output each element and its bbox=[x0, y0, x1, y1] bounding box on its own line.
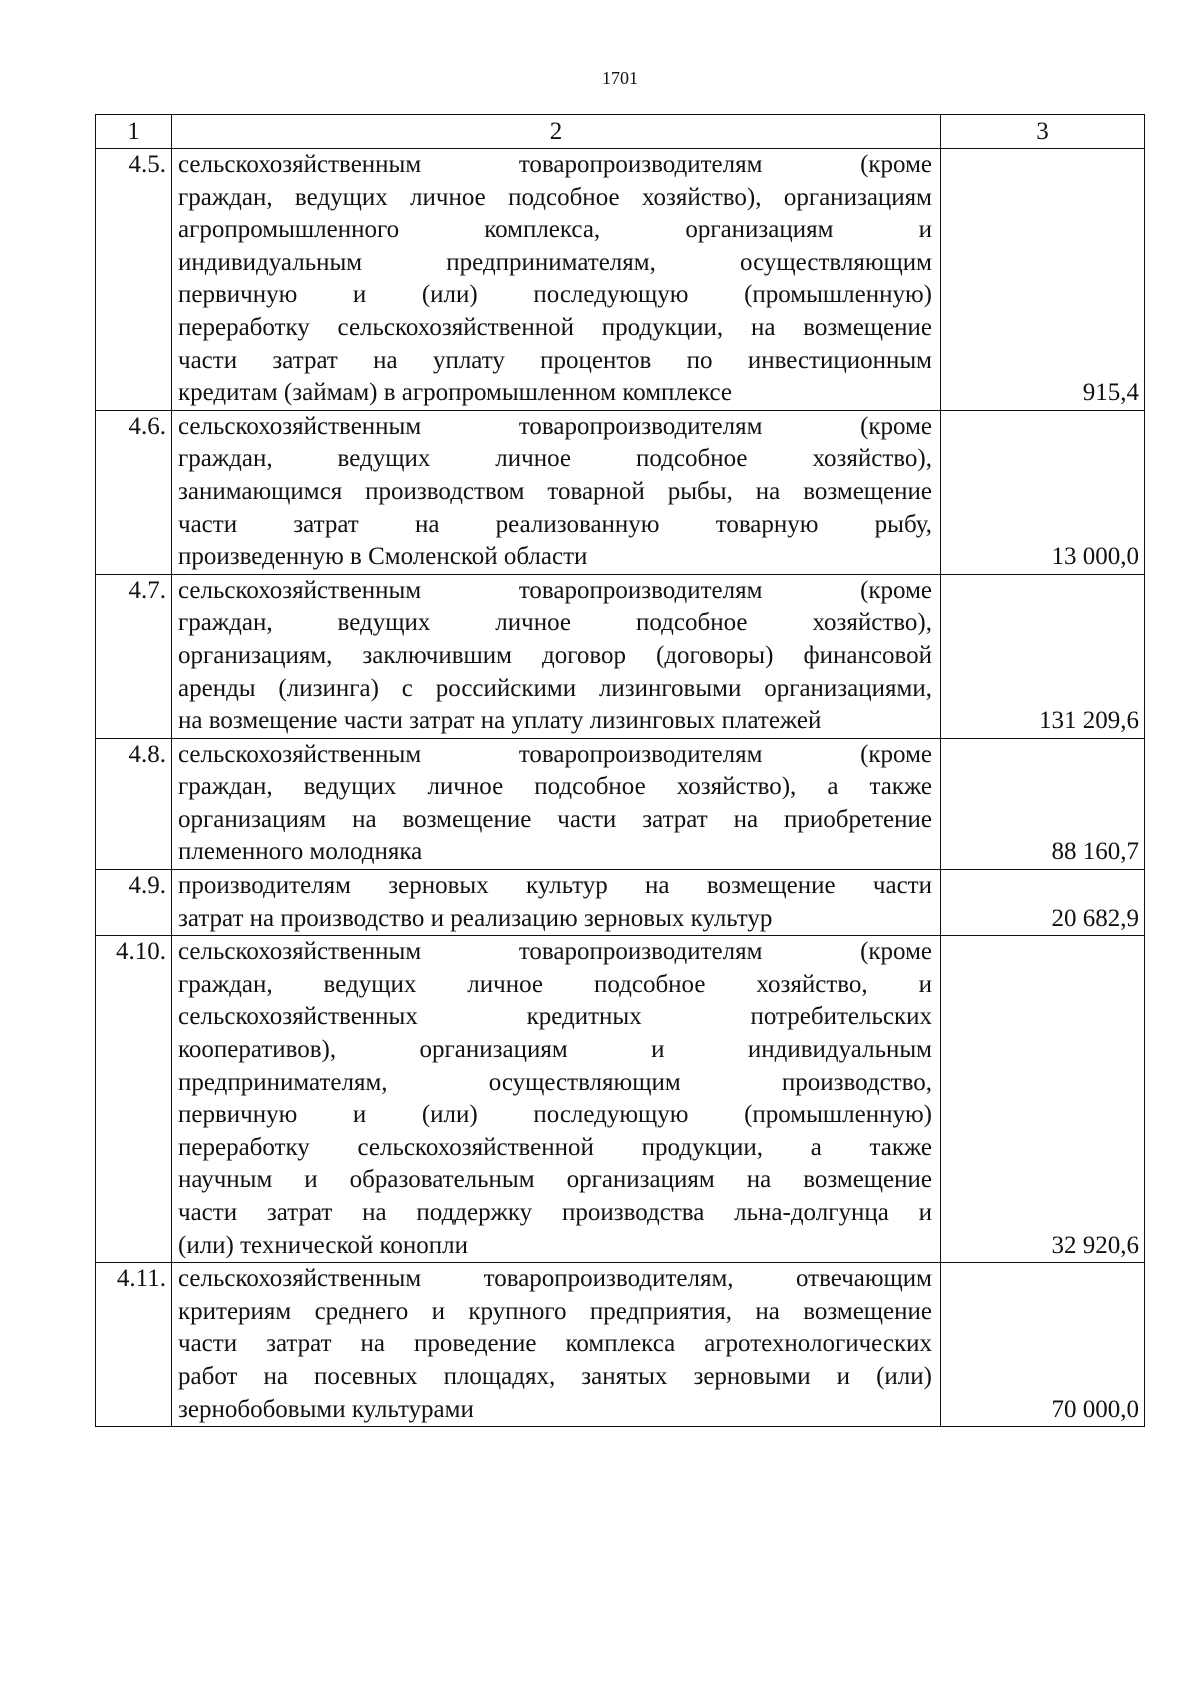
column-header-3: 3 bbox=[941, 115, 1145, 149]
description-line: части затрат на проведение комплекса агротехнологических bbox=[178, 1330, 932, 1358]
row-description bbox=[172, 149, 941, 411]
row-number: 4.5. bbox=[96, 149, 172, 411]
description-line: граждан, ведущих личное подсобное хозяйство, и bbox=[178, 970, 932, 998]
row-number: 4.8. bbox=[96, 738, 172, 869]
description-line: кооперативов), организациям и индивидуальным bbox=[178, 1036, 932, 1064]
row-description bbox=[172, 1263, 941, 1427]
description-line: организациям на возмещение части затрат на приобретение bbox=[178, 805, 932, 833]
description-line: на возмещение части затрат на уплату лизинговых платежей bbox=[178, 707, 822, 735]
description-line: первичную и (или) последующую (промышленную) bbox=[178, 281, 932, 309]
description-line: индивидуальным предпринимателям, осуществляющим bbox=[178, 248, 932, 276]
table-row bbox=[96, 936, 1145, 1263]
row-amount: 131 209,6 bbox=[941, 574, 1145, 738]
row-description bbox=[172, 936, 941, 1263]
description-line: граждан, ведущих личное подсобное хозяйство), bbox=[178, 445, 932, 473]
description-line: затрат на производство и реализацию зерновых культур bbox=[178, 904, 773, 932]
description-line: предпринимателям, осуществляющим производство, bbox=[178, 1068, 932, 1096]
description-line: научным и образовательным организациям на возмещение bbox=[178, 1166, 932, 1194]
description-line: граждан, ведущих личное подсобное хозяйство), а также bbox=[178, 773, 932, 801]
row-description bbox=[172, 410, 941, 574]
row-amount: 915,4 bbox=[941, 149, 1145, 411]
description-line: критериям среднего и крупного предприятия, на возмещение bbox=[178, 1297, 932, 1325]
table-header-row bbox=[96, 115, 1145, 149]
row-amount: 13 000,0 bbox=[941, 410, 1145, 574]
table-row bbox=[96, 870, 1145, 936]
page-number: 1701 bbox=[602, 68, 638, 88]
row-description bbox=[172, 738, 941, 869]
description-line: части затрат на поддержку производства льна-долгунца и bbox=[178, 1199, 932, 1226]
description-line: граждан, ведущих личное подсобное хозяйство), организациям bbox=[178, 183, 932, 211]
table-row bbox=[96, 574, 1145, 738]
description-line: граждан, ведущих личное подсобное хозяйство), bbox=[178, 609, 932, 637]
description-line: агропромышленного комплекса, организациям и bbox=[178, 216, 932, 244]
description-line: кредитам (займам) в агропромышленном комплексе bbox=[178, 379, 733, 407]
description-line: производителям зерновых культур на возмещение части bbox=[178, 872, 932, 900]
description-line: сельскохозяйственным товаропроизводителям (кроме bbox=[178, 576, 932, 604]
row-number: 4.10. bbox=[96, 936, 172, 1263]
row-description bbox=[172, 870, 941, 936]
description-line: части затрат на уплату процентов по инвестиционным bbox=[178, 346, 932, 374]
row-description bbox=[172, 574, 941, 738]
row-number: 4.6. bbox=[96, 410, 172, 574]
description-line: первичную и (или) последующую (промышленную) bbox=[178, 1101, 932, 1129]
table-row bbox=[96, 1263, 1145, 1427]
row-number: 4.9. bbox=[96, 870, 172, 936]
description-line: работ на посевных площадях, занятых зерновыми и (или) bbox=[178, 1362, 932, 1390]
description-line: организациям, заключившим договор (договоры) финансовой bbox=[178, 641, 932, 669]
description-line: сельскохозяйственным товаропроизводителям (кроме bbox=[178, 740, 932, 768]
description-line: сельскохозяйственных кредитных потребительских bbox=[178, 1003, 932, 1031]
table-body bbox=[96, 149, 1145, 1427]
description-line: племенного молодняка bbox=[178, 838, 423, 866]
row-amount: 32 920,6 bbox=[941, 936, 1145, 1263]
description-line: переработку сельскохозяйственной продукции, на возмещение bbox=[178, 313, 932, 341]
column-header-1: 1 bbox=[96, 115, 172, 149]
description-line: сельскохозяйственным товаропроизводителям (кроме bbox=[178, 412, 932, 440]
description-line: занимающимся производством товарной рыбы, на возмещение bbox=[178, 477, 932, 505]
table-row bbox=[96, 410, 1145, 574]
table-row bbox=[96, 738, 1145, 869]
description-line: аренды (лизинга) с российскими лизинговыми организациями, bbox=[178, 674, 932, 702]
column-header-2: 2 bbox=[172, 115, 941, 149]
row-amount: 70 000,0 bbox=[941, 1263, 1145, 1427]
row-number: 4.11. bbox=[96, 1263, 172, 1427]
row-amount: 88 160,7 bbox=[941, 738, 1145, 869]
description-line: сельскохозяйственным товаропроизводителям (кроме bbox=[178, 151, 932, 178]
description-line: переработку сельскохозяйственной продукции, а также bbox=[178, 1133, 932, 1161]
subsidy-table bbox=[95, 114, 1145, 1427]
row-amount: 20 682,9 bbox=[941, 870, 1145, 936]
description-line: сельскохозяйственным товаропроизводителям, отвечающим bbox=[178, 1265, 932, 1293]
description-line: (или) технической конопли bbox=[178, 1231, 468, 1259]
description-line: части затрат на реализованную товарную рыбу, bbox=[178, 510, 932, 538]
description-line: зернобобовыми культурами bbox=[178, 1395, 474, 1423]
description-line: сельскохозяйственным товаропроизводителям (кроме bbox=[178, 938, 932, 966]
description-line: произведенную в Смоленской области bbox=[178, 543, 588, 571]
table-row bbox=[96, 149, 1145, 411]
row-number: 4.7. bbox=[96, 574, 172, 738]
